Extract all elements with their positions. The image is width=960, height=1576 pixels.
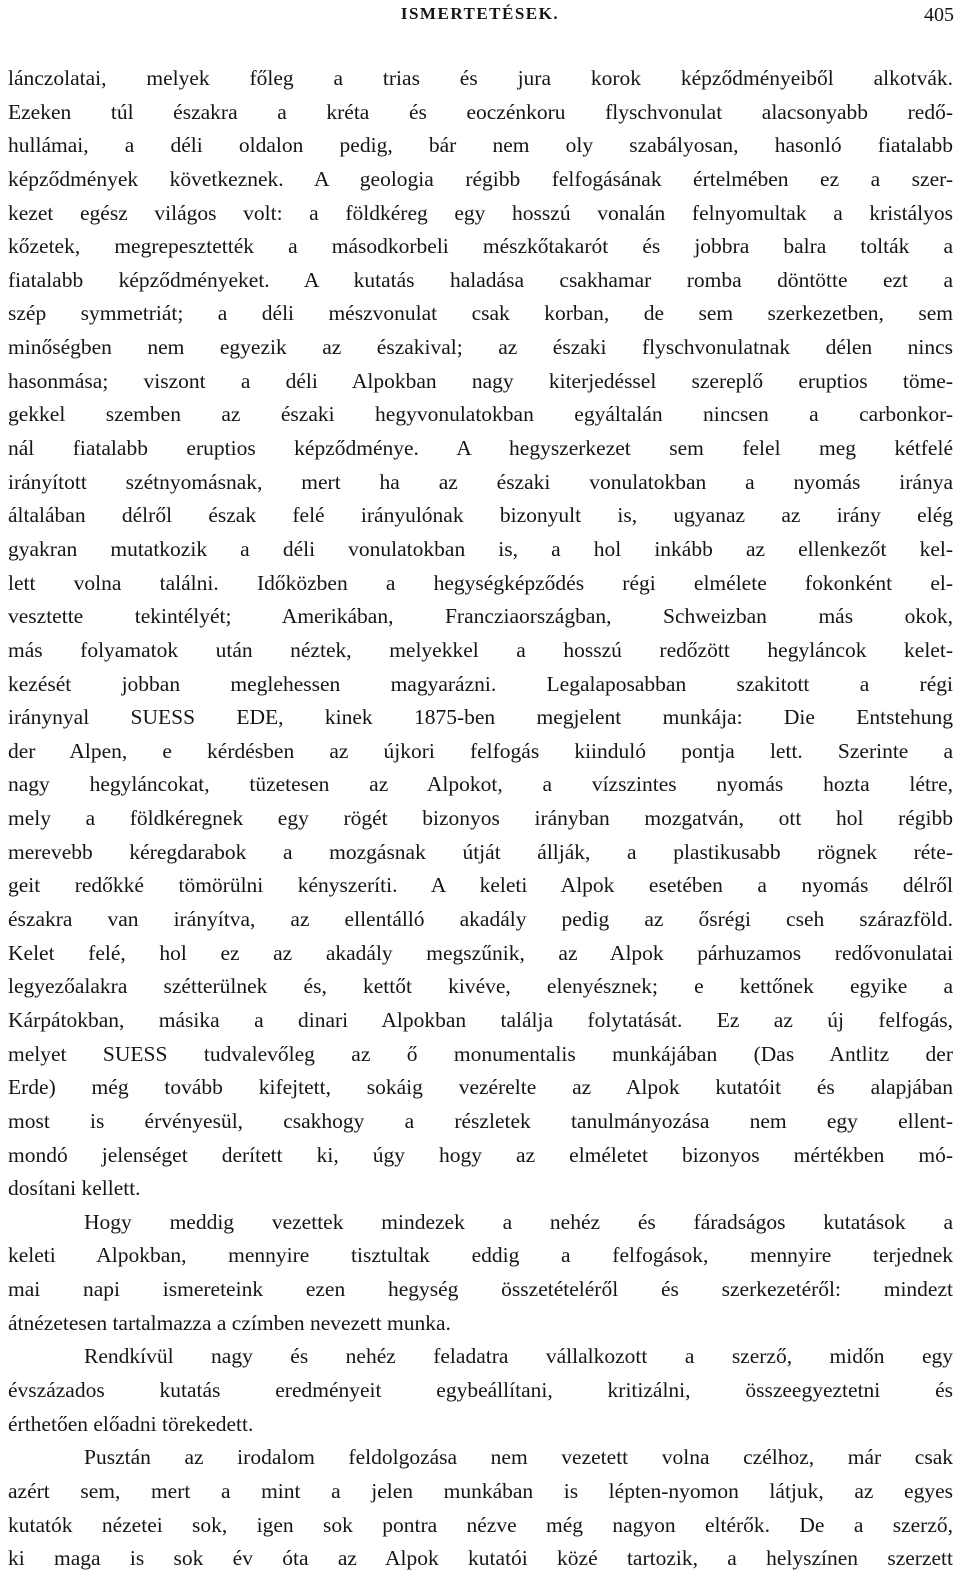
text-line: nagy hegyláncokat, tüzetesen az Alpokot, a vízszintes nyomás hozta létre, xyxy=(8,772,953,797)
text-line: gekkel szemben az északi hegyvonulatokban egyáltalán nincsen a carbonkor- xyxy=(8,402,953,427)
text-line: hasonmása; viszont a déli Alpokban nagy kiterjedéssel szereplő eruptios töme- xyxy=(8,368,953,393)
paragraph xyxy=(8,1206,953,1341)
text-line: nál fiatalabb eruptios képződménye. A hegyszerkezet sem felel meg kétfelé xyxy=(8,436,953,461)
text-line: hullámai, a déli oldalon pedig, bár nem oly szabályosan, hasonló fiatalabb xyxy=(8,133,953,158)
text-line: fiatalabb képződményeket. A kutatás haladása csakhamar romba döntötte ezt a xyxy=(8,267,953,292)
text-line: más folyamatok után néztek, melyekkel a hosszú redőzött hegyláncok kelet- xyxy=(8,637,953,662)
text-line: legyezőalakra szétterülnek és, kettőt kivéve, elenyésznek; e kettőnek egyike a xyxy=(8,974,953,999)
text-line: évszázados kutatás eredményeit egybeállítani, kritizálni, összeegyeztetni és xyxy=(8,1377,953,1402)
text-line: Kárpátokban, másika a dinari Alpokban találja folytatását. Ez az új felfogás, xyxy=(8,1007,953,1032)
text-line: kőzetek, megrepesztették a másodkorbeli mészkőtakarót és jobbra balra tolták a xyxy=(8,234,953,259)
text-line: mondó jelenséget derített ki, úgy hogy az elméletet bizonyos mértékben mó- xyxy=(8,1142,953,1167)
text-line: merevebb kéregdarabok a mozgásnak útját állják, a plastikusabb rögnek réte- xyxy=(8,839,953,864)
text-line: vesztette tekintélyét; Amerikában, Francziaországban, Schweizban más okok, xyxy=(8,604,953,629)
text-line: általában délről észak felé irányulónak bizonyult is, ugyanaz az irány elég xyxy=(8,503,953,528)
text-line: azért sem, mert a mint a jelen munkában is lépten-nyomon látjuk, az egyes xyxy=(8,1478,953,1503)
paragraph xyxy=(8,62,953,1206)
text-line: irányított szétnyomásnak, mert ha az északi vonulatokban a nyomás iránya xyxy=(8,469,953,494)
text-line: Pusztán az irodalom feldolgozása nem vezetett volna czélhoz, már csak xyxy=(84,1445,953,1470)
paragraph xyxy=(8,1441,953,1576)
text-line: átnézetesen tartalmazza a czímben nevezett munka. xyxy=(8,1310,451,1335)
text-line: képződmények következnek. A geologia régibb felfogásának értelmében ez a szer- xyxy=(8,166,953,191)
page-header xyxy=(0,4,960,28)
text-line: Rendkívül nagy és nehéz feladatra vállalkozott a szerző, midőn egy xyxy=(84,1344,953,1369)
text-line: keleti Alpokban, mennyire tisztultak eddig a felfogások, mennyire terjednek xyxy=(8,1243,953,1268)
text-line: Kelet felé, hol ez az akadály megszűnik, az Alpok párhuzamos redővonulatai xyxy=(8,940,953,965)
text-line: Ezeken túl északra a kréta és eoczénkoru flyschvonulat alacsonyabb redő- xyxy=(8,99,953,124)
text-line: kezését jobban meglehessen magyarázni. Legalaposabban szakitott a régi xyxy=(8,671,953,696)
text-line: gyakran mutatkozik a déli vonulatokban is, a hol inkább az ellenkezőt kel- xyxy=(8,536,953,561)
text-line: most is érvényesül, csakhogy a részletek tanulmányozása nem egy ellent- xyxy=(8,1108,953,1133)
text-line: ki maga is sok év óta az Alpok kutatói közé tartozik, a helyszínen szerzett xyxy=(8,1546,953,1571)
text-line: minőségben nem egyezik az északival; az északi flyschvonulatnak délen nincs xyxy=(8,335,953,360)
text-line: érthetően előadni törekedett. xyxy=(8,1411,254,1436)
running-head: ISMERTETÉSEK. xyxy=(400,4,560,23)
text-line: Hogy meddig vezettek mindezek a nehéz és fáradságos kutatások a xyxy=(84,1209,953,1234)
text-line: mely a földkéregnek egy rögét bizonyos irányban mozgatván, ott hol régibb xyxy=(8,806,953,831)
text-line: lánczolatai, melyek főleg a trias és jura korok képződményeiből alkotvák. xyxy=(8,66,953,90)
text-line: északra van irányítva, az ellentálló akadály pedig az ősrégi cseh szárazföld. xyxy=(8,907,953,932)
text-line: dosítani kellett. xyxy=(8,1176,141,1201)
text-line: Erde) még tovább kifejtett, sokáig vezérelte az Alpok kutatóit és alapjában xyxy=(8,1075,953,1100)
page-number: 405 xyxy=(924,4,954,26)
text-line: iránynyal SUESS EDE, kinek 1875-ben megjelent munkája: Die Entstehung xyxy=(8,705,953,730)
text-line: geit redőkké tömörülni kényszeríti. A keleti Alpok esetében a nyomás délről xyxy=(8,873,953,898)
text-line: kutatók nézetei sok, igen sok pontra nézve még nagyon eltérők. De a szerző, xyxy=(8,1512,953,1537)
text-line: kezet egész világos volt: a földkéreg egy hosszú vonalán felnyomultak a kristályos xyxy=(8,200,953,225)
text-line: lett volna találni. Időközben a hegységképződés régi elmélete fokonként el- xyxy=(8,570,953,595)
text-line: szép symmetriát; a déli mészvonulat csak korban, de sem szerkezetben, sem xyxy=(8,301,953,326)
text-line: mai napi ismereteink ezen hegység összetételéről és szerkezetéről: mindezt xyxy=(8,1277,953,1302)
body-text xyxy=(8,62,953,1576)
paragraph xyxy=(8,1340,953,1441)
text-line: melyet SUESS tudvalevőleg az ő monumentalis munkájában (Das Antlitz der xyxy=(8,1041,953,1066)
text-line: der Alpen, e kérdésben az újkori felfogás kiinduló pontja lett. Szerinte a xyxy=(8,738,953,763)
